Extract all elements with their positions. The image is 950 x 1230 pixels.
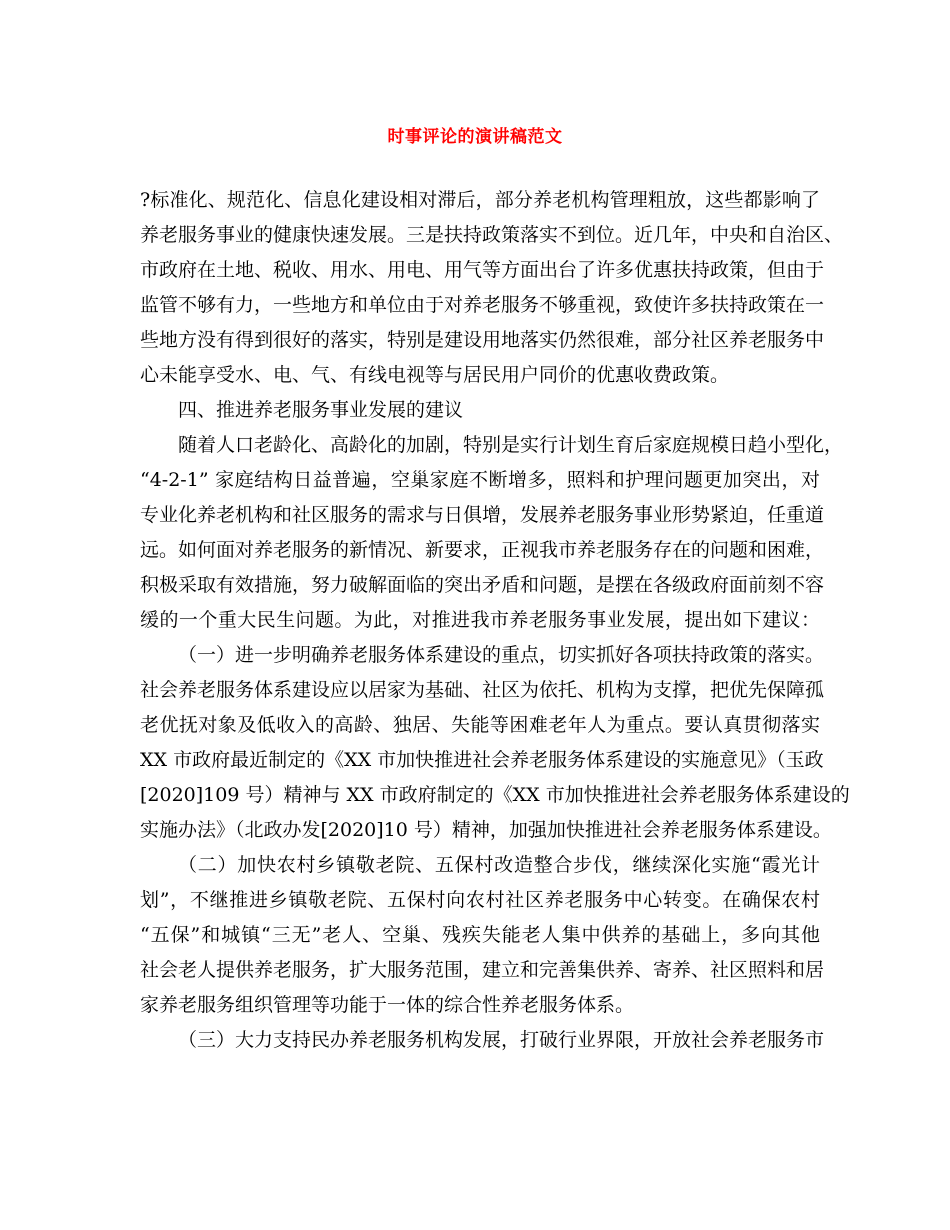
text-line: （一）进一步明确养老服务体系建设的重点，切实抓好各项扶持政策的落实。 xyxy=(178,644,825,666)
text-line: [2020]109 号）精神与 XX 市政府制定的《XX 市加快推进社会养老服务体系建设的 xyxy=(140,784,850,806)
text-line: 四、推进养老服务事业发展的建议 xyxy=(178,399,464,421)
text-line: 远。如何面对养老服务的新情况、新要求，正视我市养老服务存在的问题和困难， xyxy=(140,539,825,561)
text-line: 家养老服务组织管理等功能于一体的综合性养老服务体系。 xyxy=(140,994,635,1016)
text-line: 社会老人提供养老服务，扩大服务范围，建立和完善集供养、寄养、社区照料和居 xyxy=(140,959,825,981)
text-line: 划”，不继推进乡镇敬老院、五保村向农村社区养老服务中心转变。在确保农村 xyxy=(140,889,820,911)
text-line: “4-2-1” 家庭结构日益普遍，空巢家庭不断增多，照料和护理问题更加突出，对 xyxy=(140,469,820,491)
text-line: 监管不够有力，一些地方和单位由于对养老服务不够重视，致使许多扶持政策在一 xyxy=(140,294,825,316)
text-line: 心未能享受水、电、气、有线电视等与居民用户同价的优惠收费政策。 xyxy=(140,364,730,386)
text-line: 老优抚对象及低收入的高龄、独居、失能等困难老年人为重点。要认真贯彻落实 xyxy=(140,714,820,736)
text-line: ?标准化、规范化、信息化建设相对滞后，部分养老机构管理粗放，这些都影响了 xyxy=(140,189,820,211)
text-line: “五保”和城镇“三无”老人、空巢、残疾失能老人集中供养的基础上，多向其他 xyxy=(140,924,820,946)
text-line: （二）加快农村乡镇敬老院、五保村改造整合步伐，继续深化实施“霞光计 xyxy=(178,854,820,876)
text-line: 实施办法》（北政办发[2020]10 号）精神，加强加快推进社会养老服务体系建设。 xyxy=(140,819,832,841)
text-line: XX 市政府最近制定的《XX 市加快推进社会养老服务体系建设的实施意见》（玉政 xyxy=(140,749,824,771)
text-line: 专业化养老机构和社区服务的需求与日俱增，发展养老服务事业形势紧迫，任重道 xyxy=(140,504,825,526)
text-line: 社会养老服务体系建设应以居家为基础、社区为依托、机构为支撑，把优先保障孤 xyxy=(140,679,825,701)
text-line: 养老服务事业的健康快速发展。三是扶持政策落实不到位。近几年，中央和自治区、 xyxy=(140,224,844,246)
text-line: 些地方没有得到很好的落实，特别是建设用地落实仍然很难，部分社区养老服务中 xyxy=(140,329,825,351)
document-body xyxy=(140,183,850,1058)
text-line: 积极采取有效措施，努力破解面临的突出矛盾和问题，是摆在各级政府面前刻不容 xyxy=(140,574,825,596)
document-title: 时事评论的演讲稿范文 xyxy=(387,127,563,147)
text-line: 随着人口老龄化、高龄化的加剧，特别是实行计划生育后家庭规模日趋小型化， xyxy=(178,434,844,456)
text-line: 市政府在土地、税收、用水、用电、用气等方面出台了许多优惠扶持政策，但由于 xyxy=(140,259,825,281)
text-line: 缓的一个重大民生问题。为此，对推进我市养老服务事业发展，提出如下建议： xyxy=(140,609,820,631)
text-line: （三）大力支持民办养老服务机构发展，打破行业界限，开放社会养老服务市 xyxy=(178,1029,825,1051)
